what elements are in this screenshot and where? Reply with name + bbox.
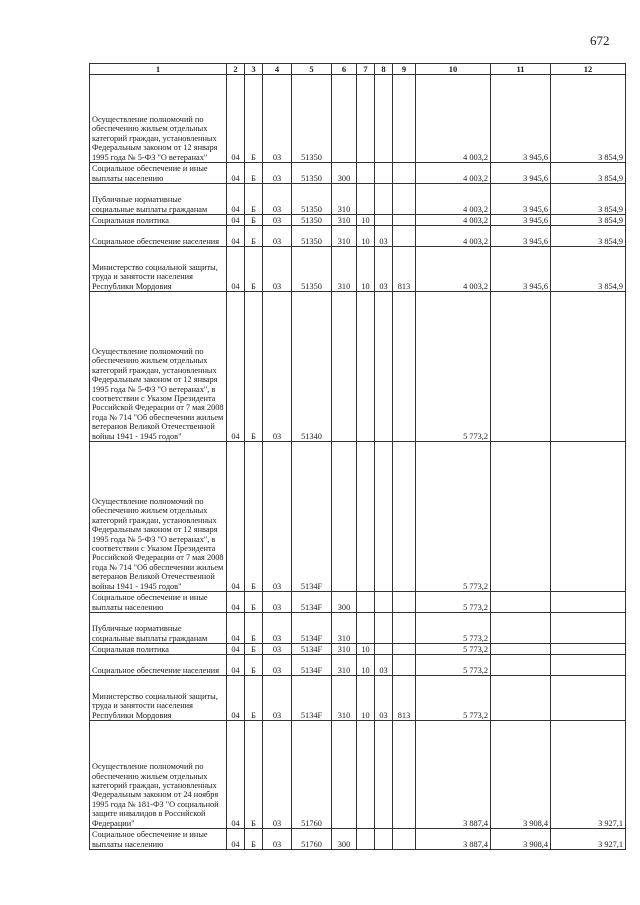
program-code: Б [245, 721, 263, 829]
section-code: 04 [227, 163, 245, 184]
target-article-code: 51350 [292, 226, 332, 247]
subsection-code [375, 163, 393, 184]
program-code: Б [245, 292, 263, 442]
amount-year-3: 3 854,9 [551, 247, 626, 292]
table-row [90, 75, 626, 163]
table-row [90, 676, 626, 721]
column-header: 8 [375, 64, 393, 75]
amount-year-3: 3 854,9 [551, 75, 626, 163]
amount-year-3: 3 854,9 [551, 184, 626, 215]
table-row [90, 721, 626, 829]
table-row [90, 829, 626, 850]
amount-year-1: 4 003,2 [416, 247, 491, 292]
chapter-code [357, 442, 375, 592]
table-row [90, 442, 626, 592]
subsection-code [375, 215, 393, 226]
target-article-code: 5134F [292, 676, 332, 721]
subprogram-code: 03 [263, 292, 292, 442]
chapter-code: 10 [357, 644, 375, 655]
expense-type-code: 310 [332, 184, 357, 215]
expense-type-code: 310 [332, 655, 357, 676]
row-description: Социальное обеспечение и иные выплаты населению [90, 163, 227, 184]
target-article-code: 51340 [292, 292, 332, 442]
expense-type-code [332, 292, 357, 442]
subprogram-code: 03 [263, 592, 292, 613]
amount-year-1: 3 887,4 [416, 829, 491, 850]
amount-year-1: 4 003,2 [416, 226, 491, 247]
ministry-code [393, 442, 416, 592]
amount-year-1: 5 773,2 [416, 655, 491, 676]
section-code: 04 [227, 184, 245, 215]
chapter-code: 10 [357, 676, 375, 721]
section-code: 04 [227, 292, 245, 442]
subsection-code [375, 184, 393, 215]
ministry-code: 813 [393, 247, 416, 292]
row-description: Министерство социальной защиты, труда и занятости населения Республики Мордовия [90, 676, 227, 721]
ministry-code [393, 75, 416, 163]
subsection-code: 03 [375, 247, 393, 292]
column-header: 2 [227, 64, 245, 75]
ministry-code [393, 613, 416, 644]
amount-year-1: 5 773,2 [416, 442, 491, 592]
ministry-code [393, 655, 416, 676]
column-header: 12 [551, 64, 626, 75]
expense-type-code [332, 442, 357, 592]
amount-year-1: 5 773,2 [416, 644, 491, 655]
column-header: 9 [393, 64, 416, 75]
budget-table [89, 63, 626, 850]
expense-type-code: 310 [332, 644, 357, 655]
chapter-code [357, 829, 375, 850]
subsection-code: 03 [375, 676, 393, 721]
expense-type-code [332, 75, 357, 163]
row-description: Социальная политика [90, 215, 227, 226]
target-article-code: 51350 [292, 75, 332, 163]
amount-year-3: 3 854,9 [551, 163, 626, 184]
amount-year-2: 3 945,6 [491, 226, 551, 247]
row-description: Социальное обеспечение и иные выплаты населению [90, 829, 227, 850]
program-code: Б [245, 644, 263, 655]
chapter-code: 10 [357, 247, 375, 292]
section-code: 04 [227, 247, 245, 292]
header-row [90, 64, 626, 75]
amount-year-2 [491, 644, 551, 655]
column-header: 10 [416, 64, 491, 75]
amount-year-2: 3 908,4 [491, 721, 551, 829]
amount-year-3 [551, 292, 626, 442]
chapter-code: 10 [357, 655, 375, 676]
section-code: 04 [227, 613, 245, 644]
target-article-code: 5134F [292, 613, 332, 644]
expense-type-code: 300 [332, 163, 357, 184]
target-article-code: 51760 [292, 829, 332, 850]
chapter-code [357, 613, 375, 644]
subsection-code [375, 829, 393, 850]
column-header: 1 [90, 64, 227, 75]
section-code: 04 [227, 592, 245, 613]
amount-year-1: 4 003,2 [416, 215, 491, 226]
chapter-code [357, 292, 375, 442]
row-description: Осуществление полномочий по обеспечению жильем отдельных категорий граждан, установленных Федеральным законом от 12 января 1995 года № 5-ФЗ "О ветеранах" [90, 75, 227, 163]
expense-type-code: 310 [332, 613, 357, 644]
row-description: Министерство социальной защиты, труда и занятости населения Республики Мордовия [90, 247, 227, 292]
subsection-code [375, 613, 393, 644]
subprogram-code: 03 [263, 721, 292, 829]
column-header: 11 [491, 64, 551, 75]
target-article-code: 51350 [292, 247, 332, 292]
target-article-code: 5134F [292, 655, 332, 676]
section-code: 04 [227, 226, 245, 247]
subprogram-code: 03 [263, 163, 292, 184]
amount-year-2 [491, 676, 551, 721]
row-description: Социальное обеспечение населения [90, 655, 227, 676]
subsection-code [375, 292, 393, 442]
section-code: 04 [227, 644, 245, 655]
target-article-code: 51350 [292, 215, 332, 226]
amount-year-3 [551, 613, 626, 644]
subprogram-code: 03 [263, 644, 292, 655]
subprogram-code: 03 [263, 442, 292, 592]
chapter-code [357, 592, 375, 613]
amount-year-2: 3 945,6 [491, 75, 551, 163]
amount-year-3 [551, 676, 626, 721]
ministry-code [393, 215, 416, 226]
table-row [90, 247, 626, 292]
amount-year-3: 3 854,9 [551, 226, 626, 247]
row-description: Публичные нормативные социальные выплаты гражданам [90, 184, 227, 215]
chapter-code [357, 184, 375, 215]
subprogram-code: 03 [263, 226, 292, 247]
amount-year-2 [491, 592, 551, 613]
page-number: 672 [590, 33, 610, 48]
amount-year-2: 3 945,6 [491, 184, 551, 215]
target-article-code: 5134F [292, 442, 332, 592]
row-description: Социальное обеспечение населения [90, 226, 227, 247]
program-code: Б [245, 184, 263, 215]
amount-year-1: 5 773,2 [416, 613, 491, 644]
section-code: 04 [227, 442, 245, 592]
expense-type-code: 310 [332, 676, 357, 721]
amount-year-3: 3 927,1 [551, 829, 626, 850]
program-code: Б [245, 163, 263, 184]
amount-year-1: 5 773,2 [416, 592, 491, 613]
expense-type-code: 310 [332, 215, 357, 226]
table-row [90, 292, 626, 442]
amount-year-3: 3 854,9 [551, 215, 626, 226]
section-code: 04 [227, 215, 245, 226]
amount-year-1: 4 003,2 [416, 184, 491, 215]
amount-year-3 [551, 655, 626, 676]
subsection-code [375, 721, 393, 829]
ministry-code [393, 226, 416, 247]
subprogram-code: 03 [263, 829, 292, 850]
table-row [90, 592, 626, 613]
column-header: 7 [357, 64, 375, 75]
amount-year-1: 4 003,2 [416, 163, 491, 184]
amount-year-1: 3 887,4 [416, 721, 491, 829]
amount-year-2 [491, 613, 551, 644]
subsection-code: 03 [375, 226, 393, 247]
row-description: Социальное обеспечение и иные выплаты населению [90, 592, 227, 613]
ministry-code: 813 [393, 676, 416, 721]
program-code: Б [245, 829, 263, 850]
amount-year-2: 3 945,6 [491, 163, 551, 184]
expense-type-code: 300 [332, 592, 357, 613]
table-row [90, 655, 626, 676]
program-code: Б [245, 215, 263, 226]
subprogram-code: 03 [263, 215, 292, 226]
subsection-code: 03 [375, 655, 393, 676]
chapter-code: 10 [357, 215, 375, 226]
target-article-code: 5134F [292, 592, 332, 613]
program-code: Б [245, 592, 263, 613]
target-article-code: 51760 [292, 721, 332, 829]
ministry-code [393, 644, 416, 655]
amount-year-2 [491, 442, 551, 592]
amount-year-1: 5 773,2 [416, 292, 491, 442]
subsection-code [375, 442, 393, 592]
amount-year-3 [551, 644, 626, 655]
subsection-code [375, 592, 393, 613]
chapter-code: 10 [357, 226, 375, 247]
amount-year-3 [551, 442, 626, 592]
section-code: 04 [227, 721, 245, 829]
subprogram-code: 03 [263, 184, 292, 215]
table-row [90, 215, 626, 226]
program-code: Б [245, 655, 263, 676]
program-code: Б [245, 613, 263, 644]
row-description: Осуществление полномочий по обеспечению жильем отдельных категорий граждан, установленных Федеральным законом от 12 января 1995 года № 5-ФЗ "О ветеранах", в соответствии с Указом Президента Российской Федерации от 7 мая 2008 года № 714 "Об обеспечении жильем ветеранов Великой Отечественной войны 1941 - 1945 годов" [90, 292, 227, 442]
section-code: 04 [227, 829, 245, 850]
expense-type-code: 300 [332, 829, 357, 850]
ministry-code [393, 292, 416, 442]
expense-type-code [332, 721, 357, 829]
ministry-code [393, 184, 416, 215]
section-code: 04 [227, 676, 245, 721]
target-article-code: 51350 [292, 184, 332, 215]
subprogram-code: 03 [263, 613, 292, 644]
target-article-code: 5134F [292, 644, 332, 655]
amount-year-2: 3 908,4 [491, 829, 551, 850]
row-description: Социальная политика [90, 644, 227, 655]
target-article-code: 51350 [292, 163, 332, 184]
table-row [90, 226, 626, 247]
column-header: 4 [263, 64, 292, 75]
ministry-code [393, 721, 416, 829]
subsection-code [375, 644, 393, 655]
row-description: Осуществление полномочий по обеспечению жильем отдельных категорий граждан, установленных Федеральным законом от 24 ноября 1995 года № 181-ФЗ "О социальной защите инвалидов в Российской Федерации" [90, 721, 227, 829]
column-header: 6 [332, 64, 357, 75]
amount-year-1: 5 773,2 [416, 676, 491, 721]
amount-year-2 [491, 292, 551, 442]
ministry-code [393, 163, 416, 184]
chapter-code [357, 721, 375, 829]
row-description: Публичные нормативные социальные выплаты гражданам [90, 613, 227, 644]
chapter-code [357, 75, 375, 163]
table-row [90, 644, 626, 655]
row-description: Осуществление полномочий по обеспечению жильем отдельных категорий граждан, установленных Федеральным законом от 12 января 1995 года № 5-ФЗ "О ветеранах", в соответствии с Указом Президента Российской Федерации от 7 мая 2008 года № 714 "Об обеспечении жильем ветеранов Великой Отечественной войны 1941 - 1945 годов" [90, 442, 227, 592]
amount-year-1: 4 003,2 [416, 75, 491, 163]
program-code: Б [245, 247, 263, 292]
program-code: Б [245, 226, 263, 247]
amount-year-3: 3 927,1 [551, 721, 626, 829]
section-code: 04 [227, 75, 245, 163]
column-header: 3 [245, 64, 263, 75]
amount-year-2: 3 945,6 [491, 215, 551, 226]
subprogram-code: 03 [263, 655, 292, 676]
section-code: 04 [227, 655, 245, 676]
amount-year-2: 3 945,6 [491, 247, 551, 292]
amount-year-3 [551, 592, 626, 613]
subprogram-code: 03 [263, 247, 292, 292]
ministry-code [393, 829, 416, 850]
amount-year-2 [491, 655, 551, 676]
table-row [90, 163, 626, 184]
program-code: Б [245, 676, 263, 721]
chapter-code [357, 163, 375, 184]
column-header: 5 [292, 64, 332, 75]
program-code: Б [245, 442, 263, 592]
ministry-code [393, 592, 416, 613]
table-row [90, 184, 626, 215]
subprogram-code: 03 [263, 676, 292, 721]
expense-type-code: 310 [332, 226, 357, 247]
subprogram-code: 03 [263, 75, 292, 163]
expense-type-code: 310 [332, 247, 357, 292]
subsection-code [375, 75, 393, 163]
program-code: Б [245, 75, 263, 163]
table-row [90, 613, 626, 644]
